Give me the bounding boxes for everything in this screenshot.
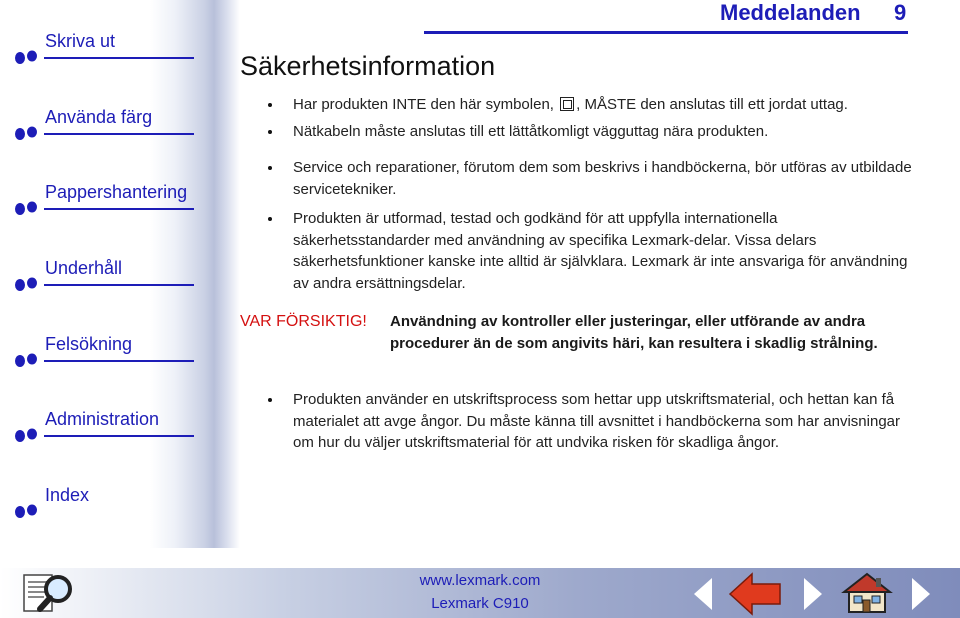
nav-underline: [44, 208, 194, 210]
list-item-text: Nätkabeln måste anslutas till ett lättåtkomligt vägguttag nära produkten.: [293, 123, 769, 140]
bullet-icon: [14, 353, 40, 369]
search-icon[interactable]: [18, 571, 86, 615]
list-item-text: Har produkten INTE den här symbolen,: [293, 96, 554, 113]
list-item: [276, 157, 916, 200]
list-item-text: Produkten är utformad, testad och godkänd för att uppfylla internationella säkerhetsstandarder med användning av specifika Lexmark-delar. Vissa delars säkerhetsfunktioner kanske inte alltid är självklara. Lexmark är inte ansvariga för användning av andra ersättningsdelar.: [293, 210, 908, 292]
next-page-icon[interactable]: [800, 576, 826, 612]
double-insulation-icon: [560, 97, 574, 111]
header-divider: [424, 31, 908, 34]
sidebar-nav: [0, 0, 240, 548]
sidebar-item-label: Felsökning: [45, 334, 133, 354]
sidebar-item-label: Index: [45, 485, 90, 505]
sidebar-item-administration[interactable]: [14, 408, 184, 448]
nav-underline: [44, 284, 194, 286]
list-item-text: Produkten använder en utskriftsprocess som hettar upp utskriftsmaterial, och hettan kan få materialet att avge ångor. Du måste känna till avsnittet i handböckerna som har anvisningar om hur du väljer utskriftsmaterial för att undvika risken för skadliga ångor.: [293, 391, 901, 451]
sidebar-item-label: Underhåll: [45, 258, 123, 278]
bullet-icon: [268, 398, 272, 402]
sidebar-item-index[interactable]: [14, 484, 184, 524]
nav-underline: [44, 57, 194, 59]
bullet-icon: [268, 103, 272, 107]
bullet-icon: [14, 428, 40, 444]
page-number: 9: [894, 0, 907, 25]
sidebar-item-pappershantering[interactable]: [14, 181, 188, 221]
footer-url-link[interactable]: www.lexmark.com: [419, 572, 541, 589]
bullet-icon: [268, 217, 272, 221]
sidebar-item-label: Skriva ut: [45, 31, 116, 51]
previous-page-icon[interactable]: [690, 576, 716, 612]
bullet-icon: [268, 130, 272, 134]
back-icon[interactable]: [728, 572, 784, 616]
sidebar-item-skriva-ut[interactable]: [14, 30, 184, 70]
sidebar-item-underhall[interactable]: [14, 257, 184, 297]
list-item-text: Service och reparationer, förutom dem som beskrivs i handböckerna, bör utföras av utbildade servicetekniker.: [293, 159, 912, 198]
forward-icon[interactable]: [908, 576, 934, 612]
nav-underline: [44, 133, 194, 135]
home-icon[interactable]: [838, 570, 896, 616]
caution-label: VAR FÖRSIKTIG!: [240, 313, 367, 330]
bullet-icon: [268, 166, 272, 170]
sidebar-item-label: Pappershantering: [45, 182, 188, 202]
footer-model-name: Lexmark C910: [431, 595, 529, 612]
bullet-icon: [14, 126, 40, 142]
sidebar-item-label: Använda färg: [45, 107, 153, 127]
list-item-text: , MÅSTE den anslutas till ett jordat uttag.: [576, 96, 848, 113]
list-item: [276, 94, 916, 116]
page-title: Säkerhetsinformation: [240, 51, 496, 81]
sidebar-item-anvanda-farg[interactable]: [14, 106, 184, 146]
bullet-icon: [14, 504, 40, 520]
sidebar-item-felsokning[interactable]: [14, 333, 184, 373]
bullet-icon: [14, 50, 40, 66]
list-item: [276, 121, 916, 143]
bullet-icon: [14, 201, 40, 217]
caution-text: Användning av kontroller eller justeringar, eller utförande av andra procedurer än de som angivits häri, kan resultera i skadlig strålning.: [390, 313, 878, 352]
list-item: [276, 208, 916, 294]
bullet-icon: [14, 277, 40, 293]
sidebar-item-label: Administration: [45, 409, 160, 429]
nav-underline: [44, 360, 194, 362]
section-title: Meddelanden: [720, 0, 861, 25]
list-item: [276, 389, 916, 454]
nav-underline: [44, 435, 194, 437]
